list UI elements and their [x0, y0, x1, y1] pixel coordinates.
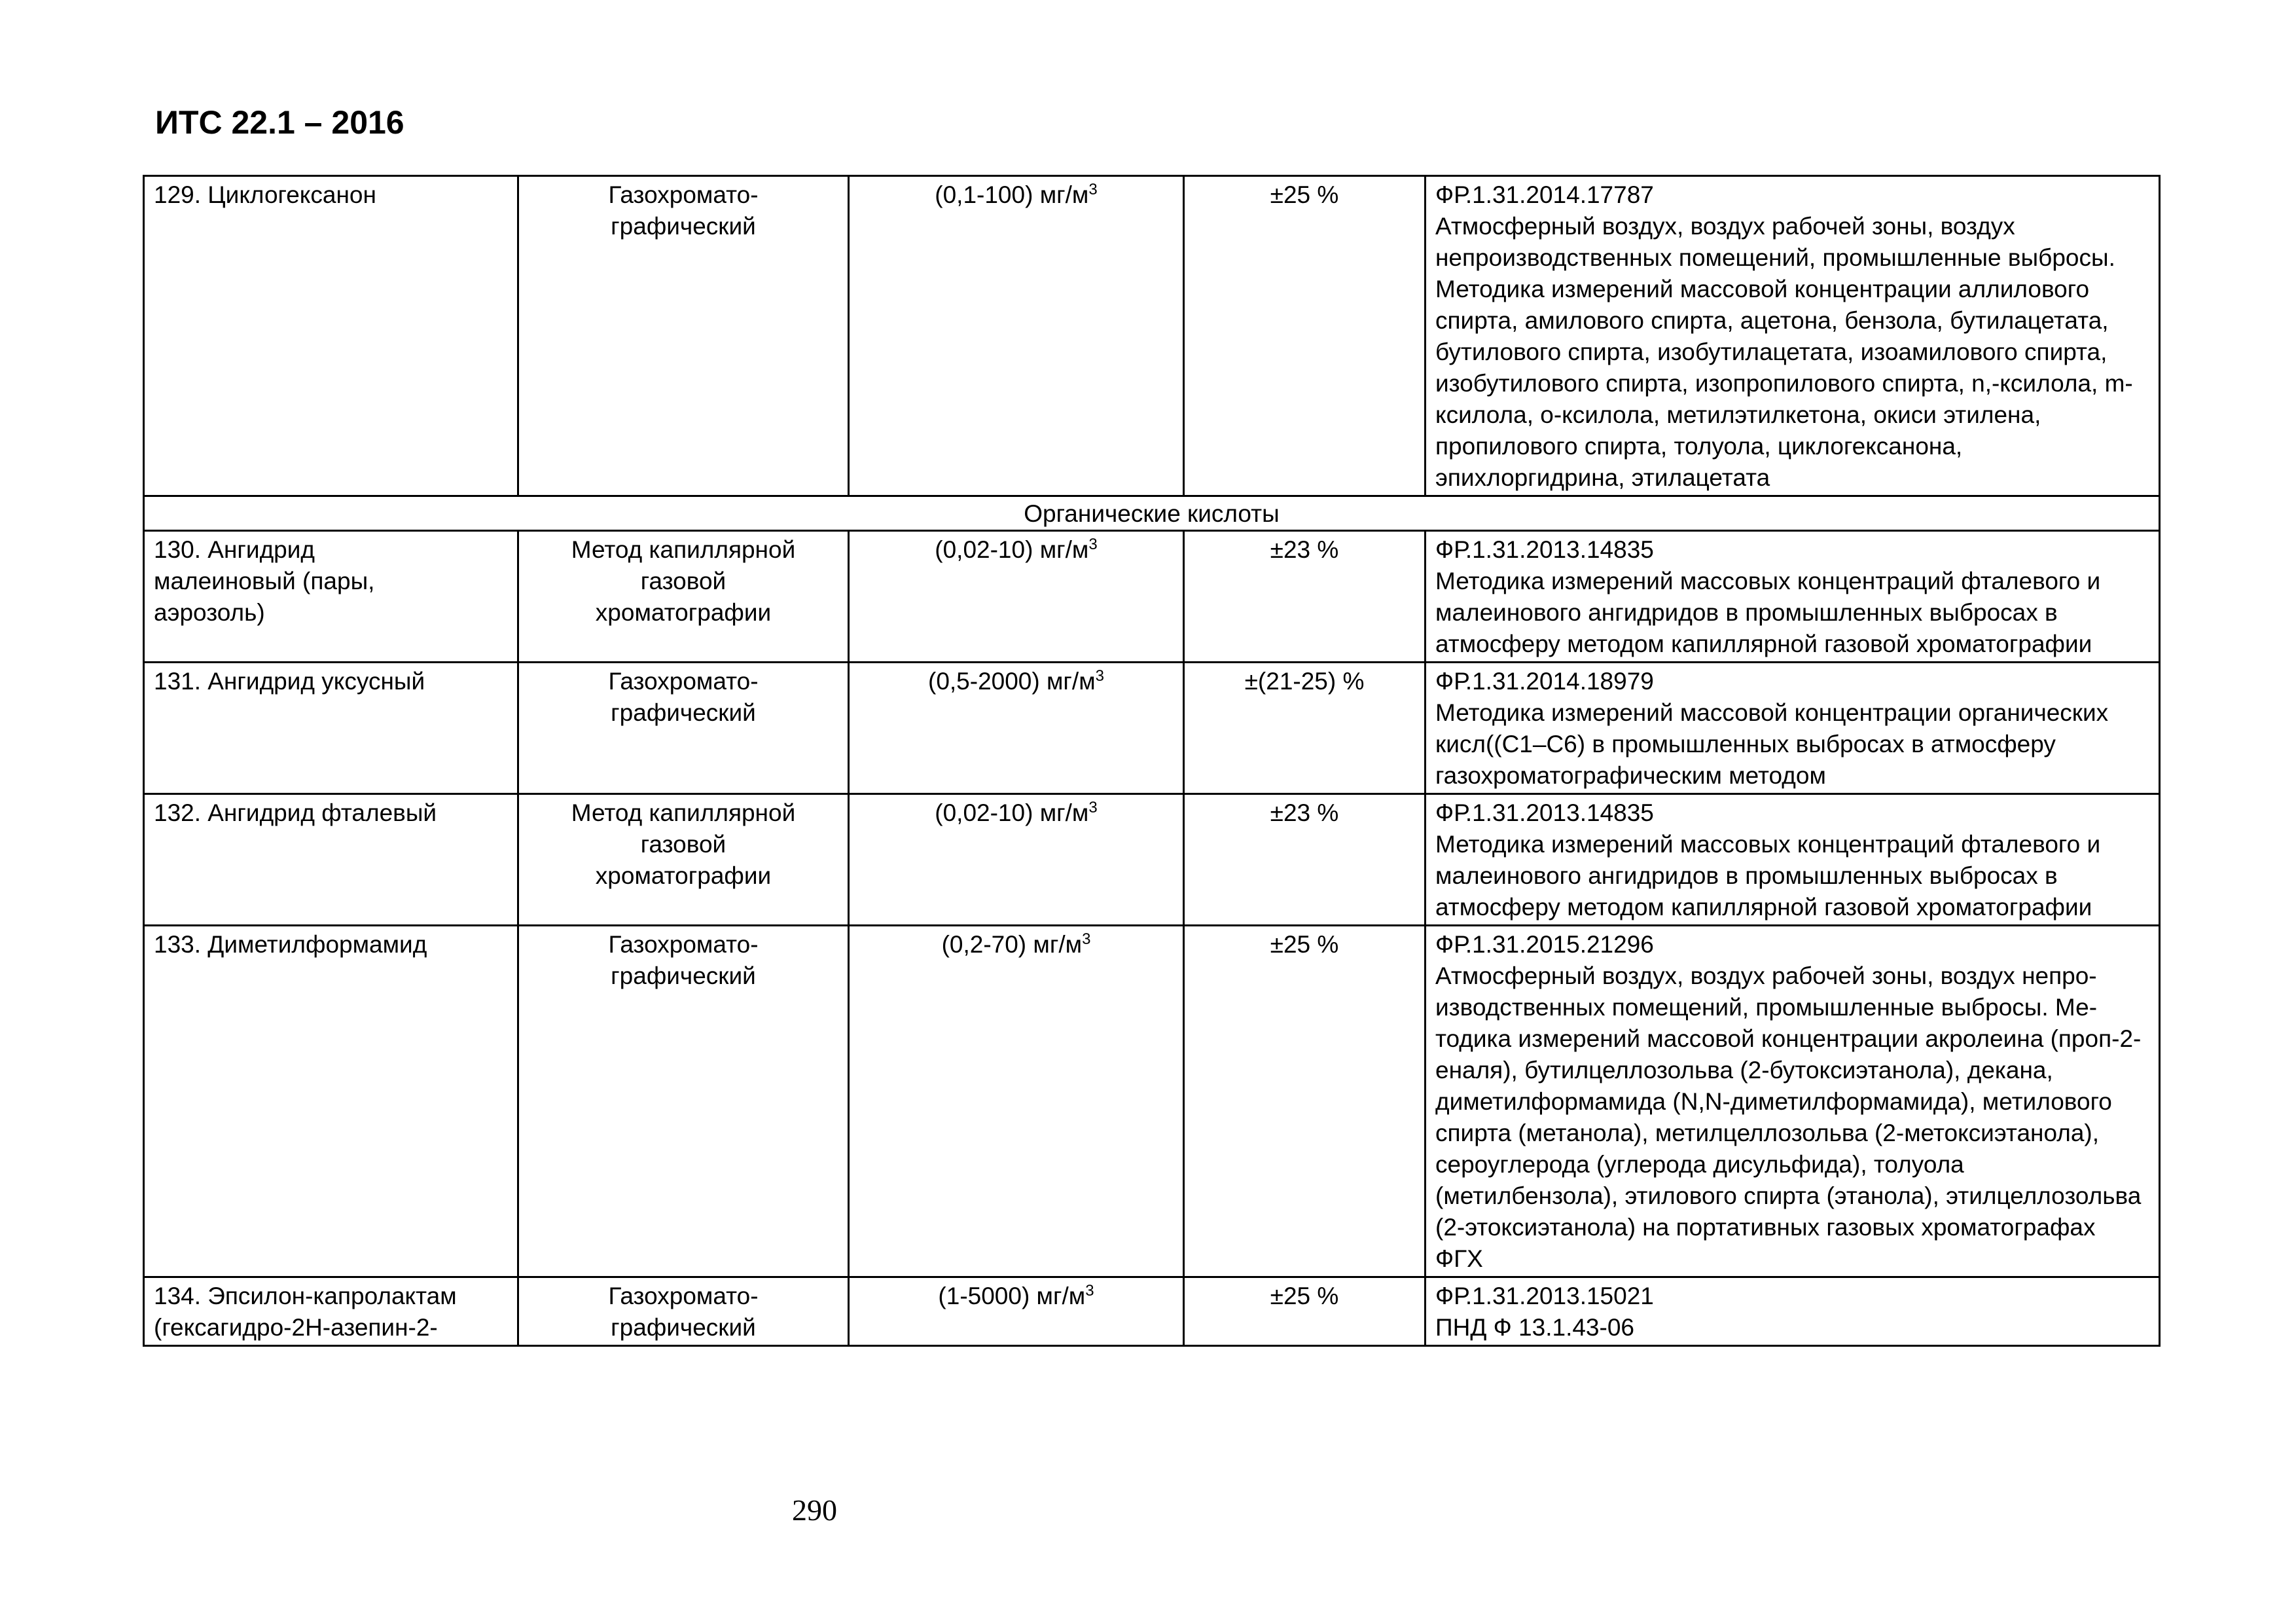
substance-cell: 132. Ангидрид фталевый	[144, 794, 518, 926]
range-unit-exponent: 3	[1088, 536, 1098, 553]
section-row	[144, 496, 2160, 531]
methods-table	[143, 175, 2161, 1347]
range-unit-exponent: 3	[1088, 181, 1098, 198]
range-cell	[849, 176, 1184, 496]
range-value: (0,2-70) мг/м	[941, 931, 1083, 958]
range-unit-exponent: 3	[1088, 799, 1098, 816]
error-cell: ±25 %	[1184, 926, 1426, 1277]
table-body-after	[144, 531, 2160, 1346]
document-cell: ФР.1.31.2013.14835 Методика измерений массовых концентраций фталевого и малеинового ангидридов в промышленных выбросах в атмосферу методом капиллярной газовой хроматографии	[1426, 531, 2160, 663]
table-body-before	[144, 176, 2160, 496]
substance-cell: 130. Ангидрид малеиновый (пары, аэрозоль)	[144, 531, 518, 663]
error-cell: ±23 %	[1184, 531, 1426, 663]
method-cell: Метод капиллярной газовой хроматографии	[518, 531, 849, 663]
range-unit-exponent: 3	[1082, 930, 1091, 948]
range-cell	[849, 531, 1184, 663]
table-row	[144, 176, 2160, 496]
section-title: Органические кислоты	[144, 496, 2160, 531]
range-unit-exponent: 3	[1085, 1282, 1094, 1300]
range-cell	[849, 794, 1184, 926]
document-cell: ФР.1.31.2015.21296 Атмосферный воздух, воздух рабочей зоны, воздух непро-изводственных помещений, промышленные выбросы. Ме-тодика измерений массовой концентрации акролеина (проп-2-еналя), бутилцеллозольва (2-бутоксиэтанола), декана, диметилформамида (N,N-диметилформамида), метилового спирта (метанола), метилцеллозольва (2-метоксиэтанола), сероуглерода (углерода дисульфида), толуола (метилбензола), этилового спирта (этанола), этилцеллозольва (2-этоксиэтанола) на портативных газовых хроматографах ФГХ	[1426, 926, 2160, 1277]
error-cell: ±25 %	[1184, 176, 1426, 496]
document-cell: ФР.1.31.2013.15021 ПНД Ф 13.1.43-06	[1426, 1277, 2160, 1346]
substance-cell: 131. Ангидрид уксусный	[144, 663, 518, 794]
table-section	[144, 496, 2160, 531]
document-cell: ФР.1.31.2014.17787 Атмосферный воздух, воздух рабочей зоны, воздух непроизводственных помещений, промышленные выбросы. Методика измерений массовой концентрации аллилового спирта, амилового спирта, ацетона, бензола, бутилацетата, бутилового спирта, изобутилацетата, изоамилового спирта, изобутилового спирта, изопропилового спирта, n,-ксилола, m-ксилола, o-ксилола, метилэтилкетона, окиси этилена, пропилового спирта, толуола, циклогексанона, эпихлоргидрина, этилацетата	[1426, 176, 2160, 496]
range-cell	[849, 926, 1184, 1277]
table-row	[144, 1277, 2160, 1346]
table-row	[144, 531, 2160, 663]
substance-cell: 133. Диметилформамид	[144, 926, 518, 1277]
method-cell: Газохромато- графический	[518, 663, 849, 794]
range-value: (0,1-100) мг/м	[935, 181, 1089, 208]
method-cell: Газохромато- графический	[518, 926, 849, 1277]
method-cell: Газохромато- графический	[518, 176, 849, 496]
error-cell: ±25 %	[1184, 1277, 1426, 1346]
range-cell	[849, 1277, 1184, 1346]
substance-cell: 129. Циклогексанон	[144, 176, 518, 496]
table-row	[144, 794, 2160, 926]
table-row	[144, 926, 2160, 1277]
table-row	[144, 663, 2160, 794]
method-cell: Метод капиллярной газовой хроматографии	[518, 794, 849, 926]
range-cell	[849, 663, 1184, 794]
error-cell: ±(21-25) %	[1184, 663, 1426, 794]
range-unit-exponent: 3	[1095, 667, 1104, 685]
error-cell: ±23 %	[1184, 794, 1426, 926]
document-cell: ФР.1.31.2013.14835 Методика измерений массовых концентраций фталевого и малеинового ангидридов в промышленных выбросах в атмосферу методом капиллярной газовой хроматографии	[1426, 794, 2160, 926]
method-cell: Газохромато- графический	[518, 1277, 849, 1346]
range-value: (0,02-10) мг/м	[935, 536, 1089, 563]
range-value: (0,5-2000) мг/м	[928, 668, 1096, 695]
range-value: (0,02-10) мг/м	[935, 799, 1089, 826]
page-number: 290	[792, 1493, 837, 1527]
document-header: ИТС 22.1 – 2016	[155, 104, 404, 141]
substance-cell: 134. Эпсилон-капролактам (гексагидро-2Н-азепин-2-	[144, 1277, 518, 1346]
document-cell: ФР.1.31.2014.18979 Методика измерений массовой концентрации органических кисл((С1–С6) в промышленных выбросах в атмосферу газохроматографическим методом	[1426, 663, 2160, 794]
range-value: (1-5000) мг/м	[938, 1283, 1086, 1309]
